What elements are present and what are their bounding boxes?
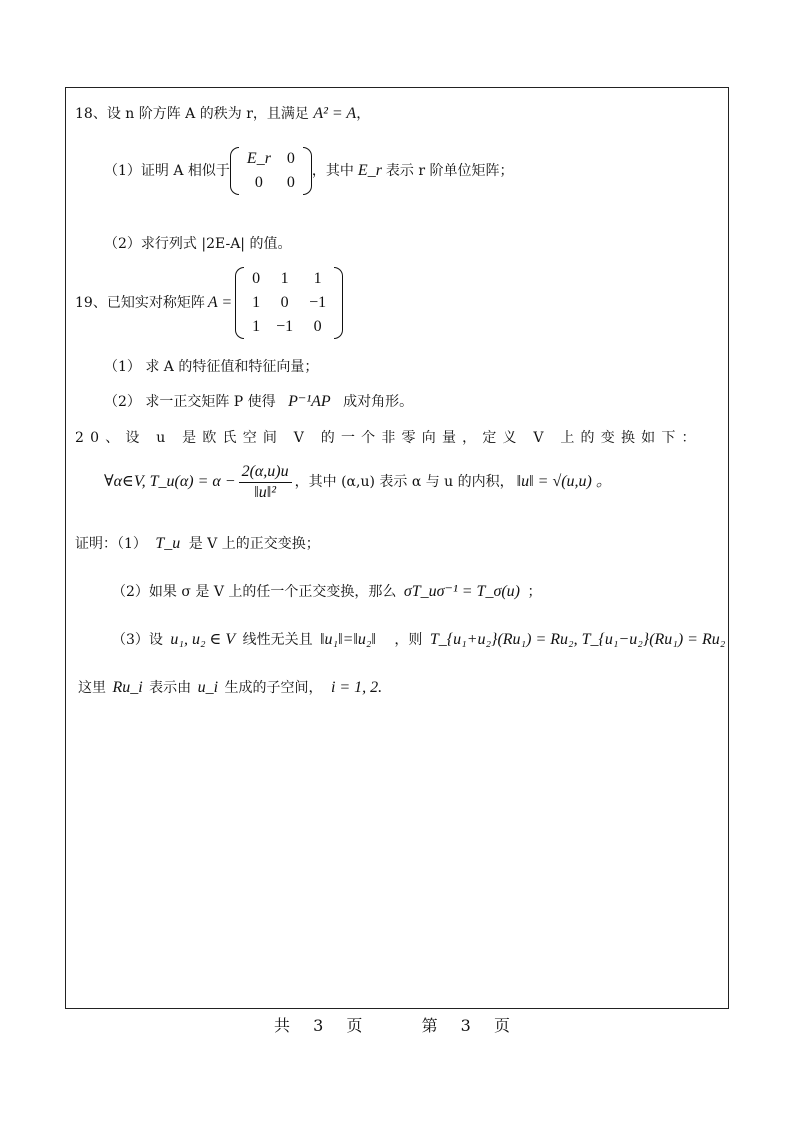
matrix-cell: 0 bbox=[286, 150, 295, 167]
matrix-cell: −1 bbox=[309, 294, 327, 311]
matrix-cell: 1 bbox=[252, 294, 261, 311]
q20-definition: ∀α∈V, T_u(α) = α − $\frac{2(\alpha,u)u}{\text{‖u‖²}}$ ，其中 (α,u) 表示 α 与 u 的内积， ‖u‖ = √(u,u) 。 bbox=[104, 462, 612, 501]
matrix-cell: 0 bbox=[313, 318, 322, 335]
page-footer bbox=[0, 1013, 793, 1036]
matrix-cell: 0 bbox=[254, 174, 263, 191]
q20-fraction: $\frac{2(\alpha,u)u}{\text{‖u‖²}}$ bbox=[239, 462, 292, 503]
q20-note: 这里 Ru_i 表示由 u_i 生成的子空间， i = 1, 2. bbox=[78, 679, 383, 696]
q18-part2: （2）求行列式 |2E-A| 的值。 bbox=[104, 236, 292, 252]
q19-matrix bbox=[235, 267, 343, 339]
matrix-cell: −1 bbox=[276, 318, 294, 335]
q20-proof-part3: （3）设 u₁, u₂ ∈ V 线性无关且 ‖u₁‖=‖u₂‖ ，则 T_{u₁+u₂}(Ru₁) = Ru₂, T_{u₁−u₂}(Ru₁) = Ru₂ bbox=[112, 631, 726, 648]
page-total: 共 3 页 bbox=[274, 1016, 372, 1035]
matrix-cell: 1 bbox=[313, 270, 322, 287]
q18-stem: 18、设 n 阶方阵 A 的秩为 r，且满足 A² = A， bbox=[75, 105, 371, 122]
matrix-cell: 0 bbox=[280, 294, 289, 311]
matrix-cell: 0 bbox=[252, 270, 261, 287]
matrix-cell: 0 bbox=[286, 174, 295, 191]
q18-condition: A² = A bbox=[313, 105, 357, 122]
q18-part1: （1）证明 A 相似于 E_r 0 0 0 ，其中 E_r 表示 r 阶单位矩阵； bbox=[104, 146, 514, 196]
q20-proof-part1: 证明：（1） T_u 是 V 上的正交变换； bbox=[75, 535, 320, 552]
q20-stem: 20、设 u 是欧氏空间 V 的一个非零向量，定义 V 上的变换如下： bbox=[75, 430, 702, 446]
matrix-cell: 1 bbox=[280, 270, 289, 287]
q20-proof-part2: （2）如果 σ 是 V 上的任一个正交变换，那么 σT_uσ⁻¹ = T_σ(u) ； bbox=[112, 583, 542, 600]
q18-block-matrix bbox=[230, 147, 312, 195]
q19-part1: （1） 求 A 的特征值和特征向量； bbox=[104, 359, 319, 375]
q19-part2: （2） 求一正交矩阵 P 使得 P⁻¹AP 成对角形。 bbox=[104, 393, 414, 410]
page-number: 第 3 页 bbox=[421, 1016, 519, 1035]
q19-stem: 19、已知实对称矩阵 A = 0 1 1 1 0 −1 1 −1 0 bbox=[75, 262, 343, 344]
matrix-cell: 1 bbox=[252, 318, 261, 335]
matrix-cell: E_r bbox=[246, 150, 271, 167]
